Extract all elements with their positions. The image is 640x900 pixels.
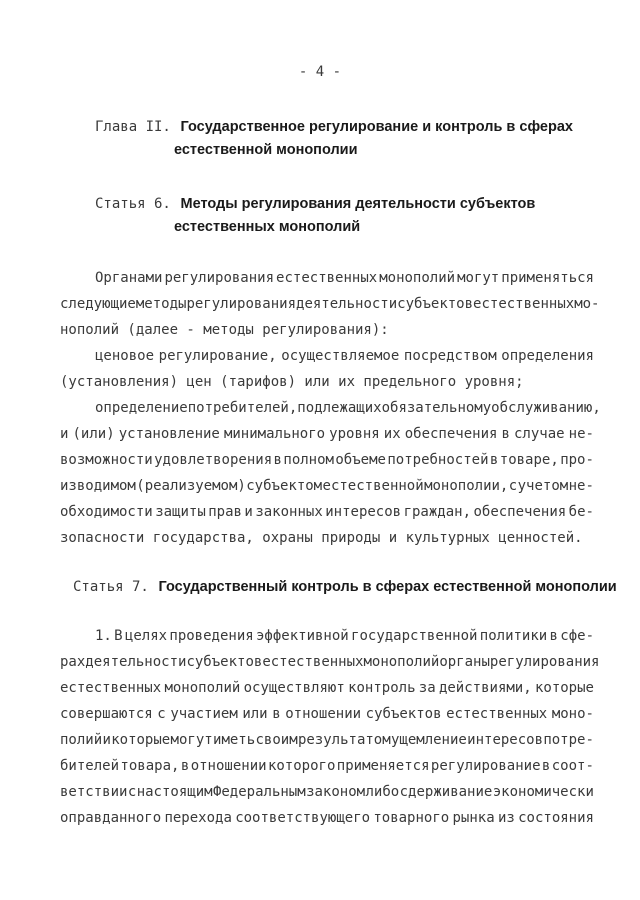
word: либо <box>365 784 400 800</box>
word: перехода <box>164 810 232 826</box>
word: в <box>272 706 281 722</box>
article6-heading <box>95 193 535 212</box>
text-line <box>95 628 594 644</box>
word: ценовое <box>95 348 155 364</box>
word: интересов <box>325 504 402 520</box>
word: регулирование, <box>158 348 277 364</box>
text-line <box>60 680 594 696</box>
text-line <box>60 296 600 312</box>
word: моно- <box>551 706 594 722</box>
text-line <box>60 478 594 494</box>
word: в <box>541 758 551 774</box>
word: про- <box>560 452 594 468</box>
text-line <box>60 504 594 520</box>
word: с <box>508 478 518 494</box>
word: и <box>102 732 111 748</box>
chapter-prefix: Глава II. <box>95 119 171 135</box>
word: в <box>489 452 499 468</box>
chapter-heading <box>95 116 573 135</box>
word: проведения <box>169 628 254 644</box>
word: подлежащих <box>297 400 382 416</box>
word: субъектов <box>186 654 263 670</box>
text-line: зопасности государства, охраны природы и культурных ценностей. <box>60 530 583 546</box>
word: естественных <box>446 706 548 722</box>
word: своим <box>255 732 298 748</box>
word: могут <box>457 270 500 286</box>
word: 1. <box>95 628 112 644</box>
word: случае <box>514 426 565 442</box>
word: определения <box>501 348 594 364</box>
word: прав <box>208 504 242 520</box>
word: осуществляемое <box>281 348 400 364</box>
word: определение <box>95 400 188 416</box>
word: деятельности <box>85 654 187 670</box>
text-line <box>60 452 594 468</box>
word: объеме <box>335 452 386 468</box>
word: посредством <box>403 348 497 364</box>
word: установление <box>118 426 220 442</box>
word: потре- <box>543 732 594 748</box>
word: регулирования <box>164 270 275 286</box>
word: сфе- <box>560 628 594 644</box>
word: Федеральным <box>212 784 306 800</box>
word: естественной <box>322 478 424 494</box>
word: эффективной <box>256 628 349 644</box>
word: отношении <box>190 758 267 774</box>
word: и <box>244 504 253 520</box>
word: обеспечения <box>404 426 498 442</box>
word: удовлетворения <box>154 452 273 468</box>
text-line <box>60 784 594 800</box>
word: государственной <box>351 628 478 644</box>
text-line <box>95 270 594 286</box>
word: рынка <box>452 810 495 826</box>
word: применяться <box>501 270 594 286</box>
text-line <box>60 426 594 442</box>
word: контроль <box>348 680 416 696</box>
article6-title-line1: Методы регулирования деятельности субъектов <box>180 196 536 212</box>
word: в <box>180 758 190 774</box>
text-line <box>60 732 594 748</box>
word: субъектов <box>365 706 442 722</box>
word: естественных <box>473 296 575 312</box>
word: субъектов <box>397 296 474 312</box>
word: и <box>60 426 69 442</box>
article7-prefix: Статья 7. <box>73 579 149 595</box>
word: из <box>497 810 515 826</box>
text-line <box>60 758 594 774</box>
word: изводимом <box>60 478 136 494</box>
text-line <box>60 654 600 670</box>
word: следующие <box>60 296 136 312</box>
word: субъектом <box>246 478 323 494</box>
word: потребностей <box>387 452 489 468</box>
word: В <box>114 628 123 644</box>
word: не- <box>568 478 594 494</box>
word: обходимости <box>60 504 153 520</box>
word: минимального <box>223 426 326 442</box>
word: обслуживанию, <box>491 400 601 416</box>
word: интересов <box>467 732 544 748</box>
word: с <box>157 706 166 722</box>
word: в <box>501 426 510 442</box>
word: соот- <box>551 758 594 774</box>
word: целях <box>124 628 168 644</box>
word: потребителей, <box>187 400 298 416</box>
word: обязательному <box>381 400 492 416</box>
word: уровня <box>329 426 380 442</box>
word: товара, <box>120 758 180 774</box>
article6-prefix: Статья 6. <box>95 196 171 212</box>
word: бе- <box>568 504 594 520</box>
word: защиты <box>155 504 206 520</box>
word: их <box>383 426 401 442</box>
word: граждан, <box>403 504 471 520</box>
word: монополий <box>379 270 456 286</box>
word: результатом <box>297 732 391 748</box>
word: состояния <box>518 810 594 826</box>
word: в <box>549 628 558 644</box>
word: оправданного <box>60 810 162 826</box>
word: монополий <box>363 654 440 670</box>
word: деятельности <box>296 296 398 312</box>
word: настоящим <box>136 784 213 800</box>
word: рах <box>60 654 86 670</box>
page-number: - 4 - <box>298 64 342 80</box>
word: (реализуемом) <box>136 478 246 494</box>
word: полий <box>60 732 103 748</box>
word: за <box>418 680 436 696</box>
word: регулирования <box>186 296 297 312</box>
word: не- <box>568 426 594 442</box>
word: совершаются <box>60 706 153 722</box>
word: Органами <box>95 270 163 286</box>
word: осуществляют <box>243 680 345 696</box>
text-line <box>60 706 594 722</box>
word: применяется <box>336 758 430 774</box>
word: отношении <box>285 706 362 722</box>
word: мо- <box>574 296 600 312</box>
article7-heading <box>73 576 617 595</box>
word: учетом <box>517 478 569 494</box>
chapter-title-line2: естественной монополии <box>174 142 358 158</box>
word: политики <box>479 628 548 644</box>
word: возможности <box>60 452 153 468</box>
word: сдерживание <box>399 784 493 800</box>
word: которого <box>267 758 336 774</box>
word: могут <box>170 732 213 748</box>
word: методы <box>135 296 187 312</box>
word: обеспечения <box>473 504 567 520</box>
word: или <box>242 706 268 722</box>
text-line <box>60 810 594 826</box>
word: естественных <box>60 680 162 696</box>
word: ветствии <box>60 784 128 800</box>
article6-title-line2: естественных монополий <box>174 219 361 235</box>
word: в <box>273 452 282 468</box>
article7-title: Государственный контроль в сферах естественной монополии <box>158 579 617 595</box>
word: монополий <box>164 680 241 696</box>
word: естественных <box>276 270 378 286</box>
word: которые <box>111 732 171 748</box>
word: участием <box>170 706 238 722</box>
word: товарного <box>373 810 450 826</box>
text-line: (установления) цен (тарифов) или их предельного уровня; <box>60 374 524 390</box>
word: естественных <box>262 654 364 670</box>
word: бителей <box>60 758 120 774</box>
text-line: нополий (далее - методы регулирования): <box>60 322 389 338</box>
word: (или) <box>72 426 115 442</box>
word: законом <box>306 784 366 800</box>
text-line <box>95 400 601 416</box>
word: законных <box>255 504 323 520</box>
word: которые <box>534 680 594 696</box>
word: экономически <box>492 784 594 800</box>
word: иметь <box>213 732 256 748</box>
chapter-title-line1: Государственное регулирование и контроль в сферах <box>180 119 573 135</box>
word: регулирования <box>489 654 600 670</box>
word: регулирование <box>430 758 541 774</box>
word: органы <box>439 654 490 670</box>
word: с <box>127 784 137 800</box>
word: ущемление <box>390 732 467 748</box>
word: товаре, <box>499 452 559 468</box>
word: действиями, <box>438 680 532 696</box>
word: соответствующего <box>235 810 371 826</box>
text-line <box>95 348 594 364</box>
word: монополии, <box>424 478 509 494</box>
word: полном <box>283 452 334 468</box>
